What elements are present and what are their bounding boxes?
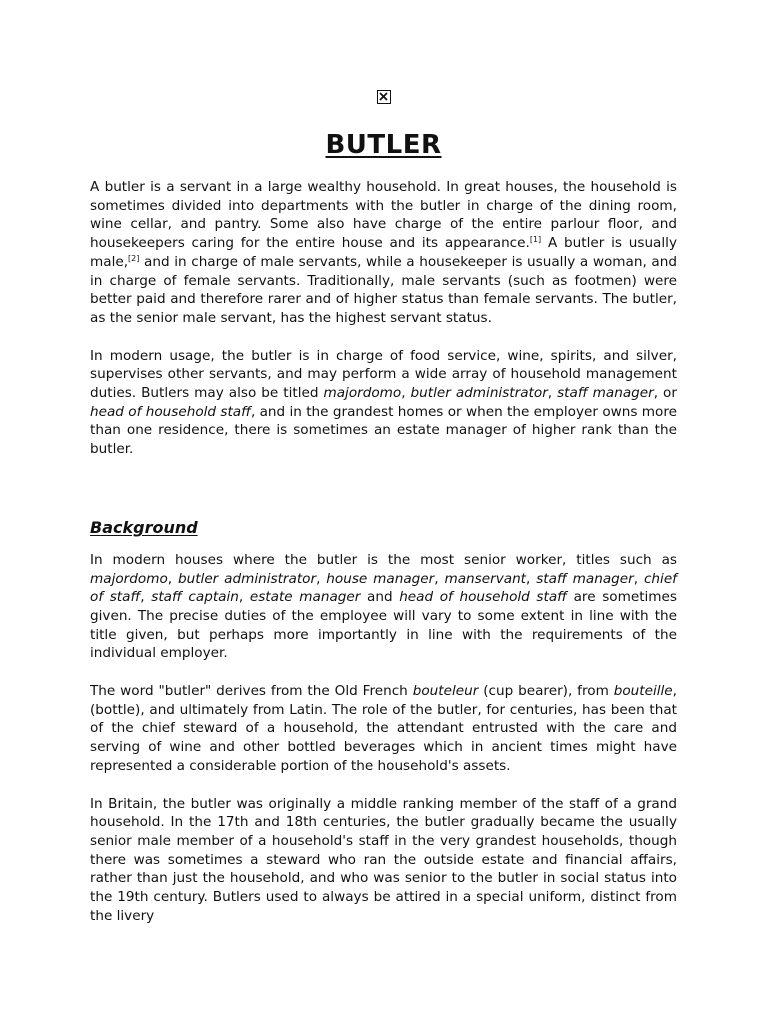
term-bouteleur: bouteleur — [412, 683, 479, 700]
intro-paragraph-1 — [90, 178, 677, 328]
citation-1[interactable]: [1] — [529, 235, 542, 245]
separator: , — [547, 385, 558, 402]
separator: , or — [653, 385, 677, 402]
separator: , — [633, 570, 644, 587]
intro-p1-text-2: A butler is usually male, — [90, 235, 677, 270]
term: butler administrator — [177, 570, 317, 587]
intro-p1-text-1: A butler is a servant in a large wealthy household. In great houses, the household is sometimes divided into departments with the butler in charge of the dining room, wine cellar, and pantry. Some also have charge of the entire parlour floor, and housekeepers caring for the entire house and its appearance. — [90, 179, 677, 252]
term-bouteille: bouteille — [613, 683, 673, 700]
term-staff-manager: staff manager — [557, 385, 654, 402]
intro-p1-text-3: and in charge of male servants, while a housekeeper is usually a woman, and in charge of female servants. Traditionally, male servants (such as footmen) were better paid and therefore rarer and of higher status than female servants. The butler, as the senior male servant, has the highest servant status. — [90, 253, 677, 326]
term: majordomo — [90, 570, 168, 587]
term-majordomo: majordomo — [323, 385, 402, 402]
background-paragraph-1 — [90, 551, 677, 663]
separator: , — [238, 589, 250, 606]
intro-p2-text-2: , and in the grandest homes or when the employer owns more than one residence, there is sometimes an estate manager of higher rank than the butler. — [90, 403, 677, 458]
term-butler-administrator: butler administrator — [410, 385, 548, 402]
background-paragraph-2 — [90, 682, 677, 776]
separator: and — [360, 589, 400, 606]
separator: , — [167, 570, 178, 587]
page-title: BUTLER — [325, 130, 442, 160]
intro-paragraph-2 — [90, 347, 677, 459]
bg-p1-text-2: are sometimes given. The precise duties of the employee will vary to some extent in line with the title given, but perhaps more importantly in line with the requirements of the individual employer. — [90, 589, 677, 662]
background-paragraph-3 — [90, 795, 677, 926]
term: manservant — [444, 570, 527, 587]
bg-p2-text-1: The word "butler" derives from the Old French — [90, 683, 413, 700]
separator: , — [526, 570, 537, 587]
bg-p2-text-2: (cup bearer), from — [478, 683, 614, 700]
intro-p2-text-1: In modern usage, the butler is in charge of food service, wine, spirits, and silver, supervises other servants, and may perform a wide array of household management duties. Butlers may also be titled — [90, 347, 677, 402]
separator: , — [316, 570, 327, 587]
term: house manager — [326, 570, 435, 587]
section-heading-background: Background — [90, 517, 198, 537]
x-mark-icon — [379, 92, 388, 101]
separator: , — [401, 385, 411, 402]
bg-p3-text: In Britain, the butler was originally a middle ranking member of the staff of a grand household. In the 17th and 18th centuries, the butler gradually became the usually senior male member of a household's staff in the very grandest households, though there was sometimes a steward who ran the outside estate and financial affairs, rather than just the household, and who was senior to the butler in social status into the 19th century. Butlers used to always be attired in a special uniform, distinct from the livery — [90, 795, 677, 924]
separator: , — [140, 589, 152, 606]
bg-p2-text-3: , (bottle), and ultimately from Latin. The role of the butler, for centuries, has been that of the chief steward of a household, the attendant entrusted with the care and serving of wine and other bottled beverages which in ancient times might have represented a considerable portion of the household's assets. — [90, 683, 677, 774]
document-page — [90, 90, 677, 926]
broken-image-icon — [377, 90, 391, 104]
citation-2[interactable]: [2] — [128, 253, 140, 263]
term: staff captain — [151, 589, 239, 606]
term: head of household staff — [399, 589, 567, 606]
separator: , — [434, 570, 445, 587]
term: staff manager — [536, 570, 634, 587]
term: estate manager — [249, 589, 361, 606]
term-head-of-household-staff: head of household staff — [90, 403, 251, 420]
term: chief of staff — [90, 570, 677, 606]
bg-p1-text-1: In modern houses where the butler is the most senior worker, titles such as — [90, 551, 677, 568]
